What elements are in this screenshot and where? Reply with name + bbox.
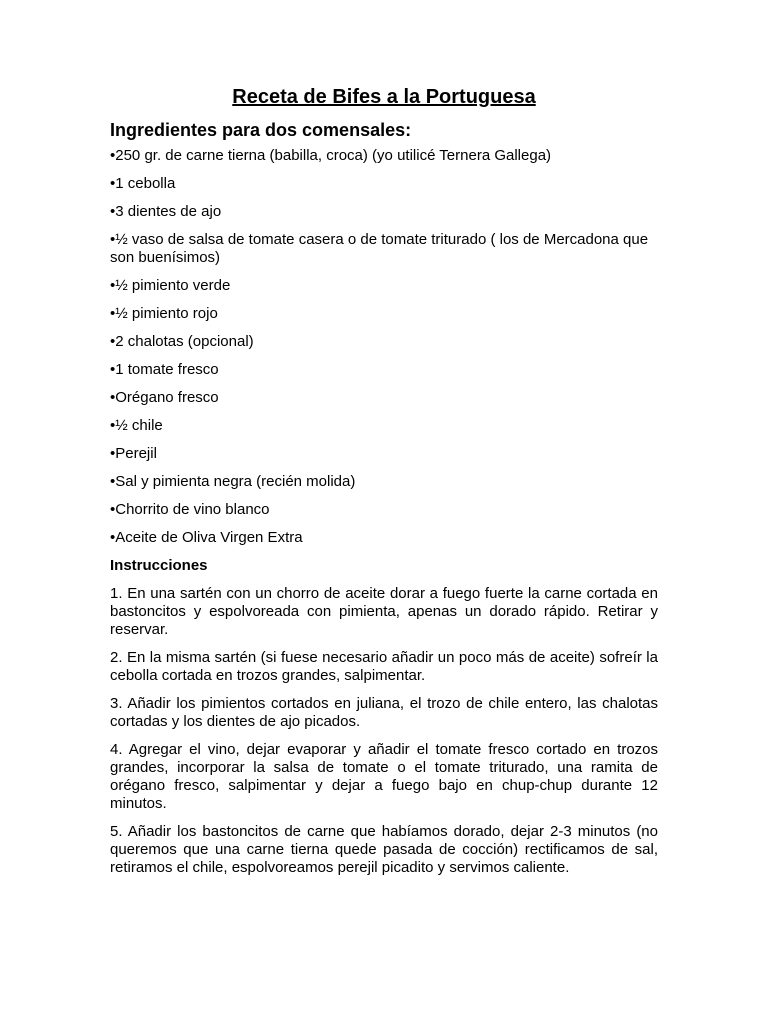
ingredient-item: •Orégano fresco — [110, 389, 219, 406]
ingredient-item: •Sal y pimienta negra (recién molida) — [110, 473, 356, 490]
ingredient-item: •Aceite de Oliva Virgen Extra — [110, 529, 303, 546]
ingredient-item: •½ pimiento verde — [110, 277, 231, 294]
document-title: Receta de Bifes a la Portuguesa — [232, 86, 536, 108]
ingredient-item: •3 dientes de ajo — [110, 203, 222, 220]
ingredients-list — [110, 147, 658, 547]
instruction-step: 4. Agregar el vino, dejar evaporar y añadir el tomate fresco cortado en trozos grandes, incorporar la salsa de tomate o el tomate triturado, una ramita de orégano fresco, salpimentar y dejar a fuego bajo en chup-chup durante 12 minutos. — [110, 741, 658, 812]
ingredient-item: •1 tomate fresco — [110, 361, 219, 378]
document-page — [110, 84, 658, 887]
instruction-step: 1. En una sartén con un chorro de aceite dorar a fuego fuerte la carne cortada en bastoncitos y espolvoreada con pimienta, apenas un dorado rápido. Retirar y reservar. — [110, 585, 658, 638]
instruction-step: 5. Añadir los bastoncitos de carne que habíamos dorado, dejar 2-3 minutos (no queremos que una carne tierna quede pasada de cocción) rectificamos de sal, retiramos el chile, espolvoreamos perejil picadito y servimos caliente. — [110, 823, 658, 876]
instructions-heading: Instrucciones — [110, 557, 208, 574]
instruction-step: 2. En la misma sartén (si fuese necesario añadir un poco más de aceite) sofreír la cebolla cortada en trozos grandes, salpimentar. — [110, 649, 658, 684]
ingredient-item: •1 cebolla — [110, 175, 176, 192]
ingredient-item: •Chorrito de vino blanco — [110, 501, 270, 518]
ingredient-item: •½ chile — [110, 417, 163, 434]
instruction-step: 3. Añadir los pimientos cortados en juliana, el trozo de chile entero, las chalotas cortadas y los dientes de ajo picados. — [110, 695, 658, 730]
ingredient-item: •250 gr. de carne tierna (babilla, croca) (yo utilicé Ternera Gallega) — [110, 147, 552, 164]
ingredients-heading: Ingredientes para dos comensales: — [110, 120, 412, 140]
ingredient-item: •2 chalotas (opcional) — [110, 333, 254, 350]
ingredient-item: •½ pimiento rojo — [110, 305, 218, 322]
ingredient-item: •½ vaso de salsa de tomate casera o de tomate triturado ( los de Mercadona que son buenísimos) — [110, 231, 649, 266]
instructions-list — [110, 585, 658, 877]
ingredient-item: •Perejil — [110, 445, 157, 462]
